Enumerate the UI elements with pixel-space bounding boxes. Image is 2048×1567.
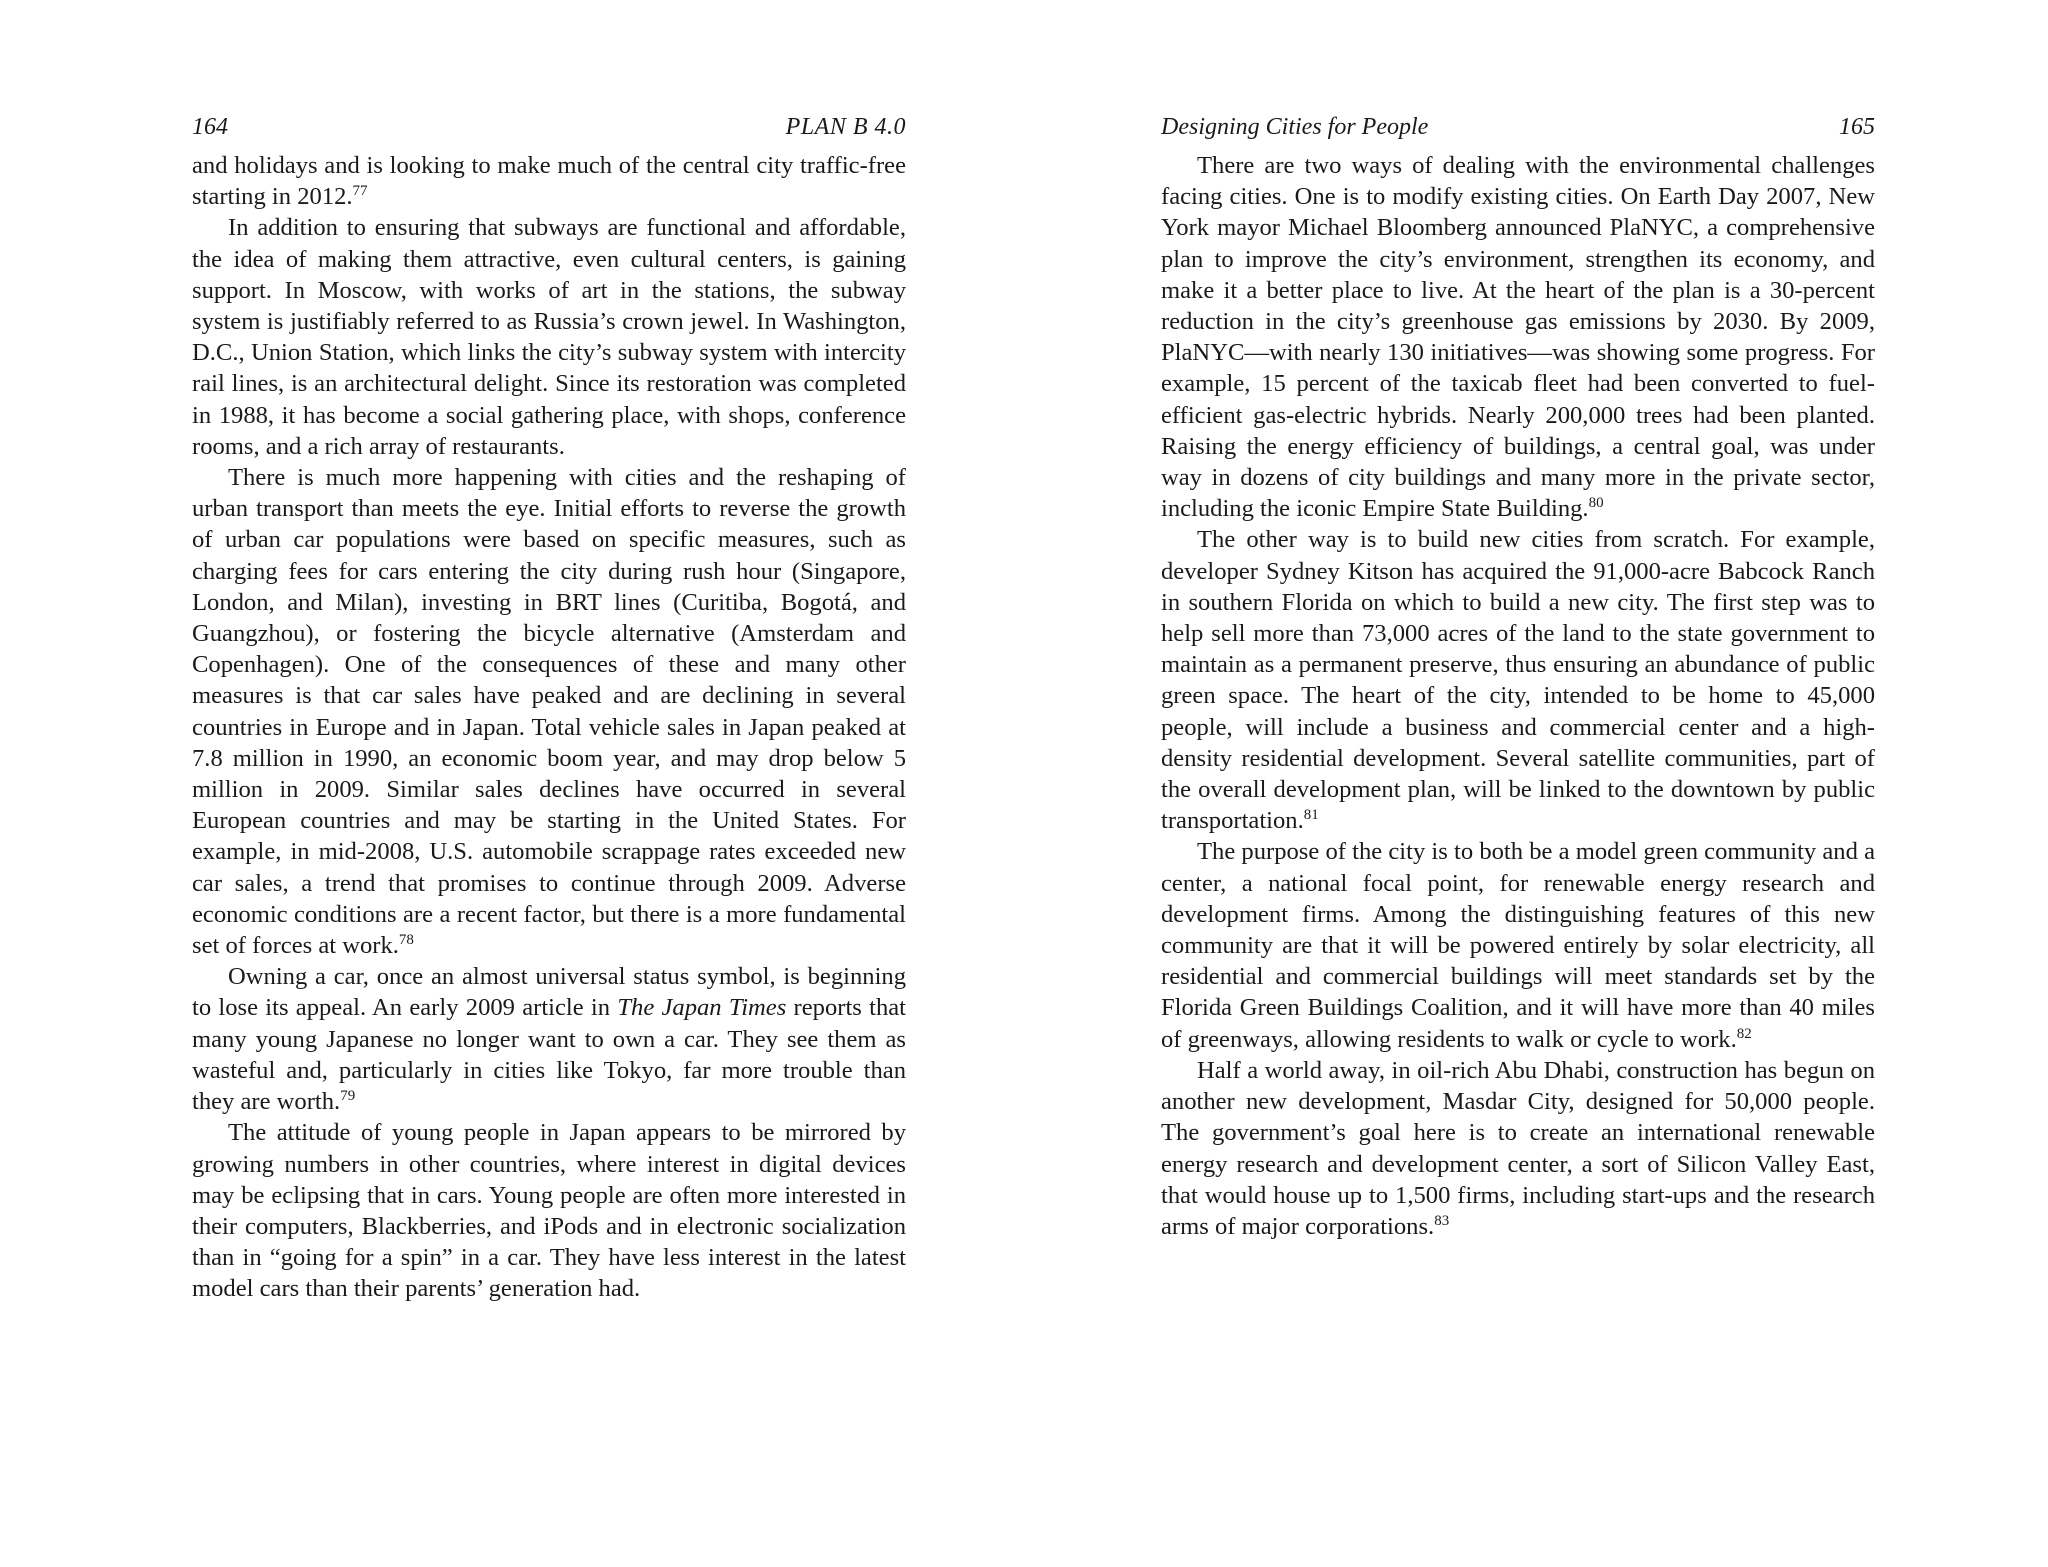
paragraph: There are two ways of dealing with the environmental challenges facing cities. One is to modify existing cities. On Earth Day 2007, New York mayor Michael Bloomberg announced PlaNYC, a comprehensive plan to improve the city’s environment, strengthen its economy, and make it a better place to live. At the heart of the plan is a 30-percent reduction in the city’s greenhouse gas emissions by 2030. By 2009, PlaNYC—with nearly 130 initiatives—was showing some progress. For example, 15 percent of the taxicab fleet had been converted to fuel-efficient gas-electric hybrids. Nearly 200,000 trees had been planted. Raising the energy efficiency of buildings, a central goal, was under way in dozens of city buildings and many more in the private sector, including the iconic Empire State Building.$^{80}$	[1161, 152, 1875, 523]
page-number: 165	[1839, 114, 1875, 140]
page-number: 164	[192, 114, 228, 140]
right-page	[1161, 112, 1875, 1242]
paragraph: Owning a car, once an almost universal status symbol, is beginning to lose its appeal. An early 2009 article in The Japan Times reports that many young Japanese no longer want to own a car. They see them as wasteful and, particularly in cities like Tokyo, far more trouble than they are worth.$^{79}$	[192, 963, 906, 1116]
running-title: PLAN B 4.0	[785, 114, 906, 140]
endnote-marker: 82	[1736, 1025, 1752, 1042]
body-text	[192, 150, 906, 1305]
chapter-title: Designing Cities for People	[1161, 114, 1429, 140]
paragraph: The attitude of young people in Japan appears to be mirrored by growing numbers in other countries, where interest in digital devices may be eclipsing that in cars. Young people are often more interested in their computers, Blackberries, and iPods and in electronic socialization than in “going for a spin” in a car. They have less interest in the latest model cars than their parents’ generation had.	[192, 1119, 906, 1303]
endnote-marker: 78	[398, 932, 414, 949]
endnote-marker: 77	[352, 183, 368, 200]
paragraph: Half a world away, in oil-rich Abu Dhabi, construction has begun on another new development, Masdar City, designed for 50,000 people. The government’s goal here is to create an international renewable energy research and development center, a sort of Silicon Valley East, that would house up to 1,500 firms, including start-ups and the research arms of major corporations.$^{83}$	[1161, 1056, 1875, 1240]
running-head-right	[1161, 112, 1875, 146]
running-head-left	[192, 112, 906, 146]
body-text	[1161, 150, 1875, 1242]
endnote-marker: 83	[1434, 1212, 1450, 1229]
paragraph: The other way is to build new cities from scratch. For example, developer Sydney Kitson has acquired the 91,000-acre Babcock Ranch in southern Florida on which to build a new city. The first step was to help sell more than 73,000 acres of the land to the state government to maintain as a permanent preserve, thus ensuring an abundance of public green space. The heart of the city, intended to be home to 45,000 people, will include a business and commercial center and a high-density residential development. Several satellite communities, part of the overall development plan, will be linked to the downtown by public transportation.$^{81}$	[1161, 526, 1875, 835]
publication-title: The Japan Times	[617, 994, 787, 1022]
endnote-marker: 79	[340, 1088, 356, 1105]
endnote-marker: 81	[1303, 807, 1319, 824]
left-page	[192, 112, 906, 1305]
paragraph: The purpose of the city is to both be a model green community and a center, a national focal point, for renewable energy research and development firms. Among the distinguishing features of this new community are that it will be powered entirely by solar electricity, all residential and commercial buildings will meet standards set by the Florida Green Buildings Coalition, and it will have more than 40 miles of greenways, allowing residents to walk or cycle to work.$^{82}$	[1161, 838, 1875, 1053]
endnote-marker: 80	[1588, 495, 1604, 512]
paragraph: and holidays and is looking to make much of the central city traffic-free starting in 2012.77	[192, 152, 906, 211]
paragraph: In addition to ensuring that subways are functional and affordable, the idea of making them attractive, even cultural centers, is gaining support. In Moscow, with works of art in the stations, the subway system is justifiably referred to as Russia’s crown jewel. In Washington, D.C., Union Station, which links the city’s subway system with intercity rail lines, is an architectural delight. Since its restoration was completed in 1988, it has become a social gathering place, with shops, conference rooms, and a rich array of restaurants.	[192, 214, 906, 460]
paragraph: There is much more happening with cities and the reshaping of urban transport than meets the eye. Initial efforts to reverse the growth of urban car populations were based on specific measures, such as charging fees for cars entering the city during rush hour (Singapore, London, and Milan), investing in BRT lines (Curitiba, Bogotá, and Guangzhou), or fostering the bicycle alternative (Amsterdam and Copenhagen). One of the consequences of these and many other measures is that car sales have peaked and are declining in several countries in Europe and in Japan. Total vehicle sales in Japan peaked at 7.8 million in 1990, an economic boom year, and may drop below 5 million in 2009. Similar sales declines have occurred in several European countries and may be starting in the United States. For example, in mid-2008, U.S. automobile scrappage rates exceeded new car sales, a trend that promises to continue through 2009. Adverse economic conditions are a recent factor, but there is a more fundamental set of forces at work.$^{78}$	[192, 464, 906, 960]
